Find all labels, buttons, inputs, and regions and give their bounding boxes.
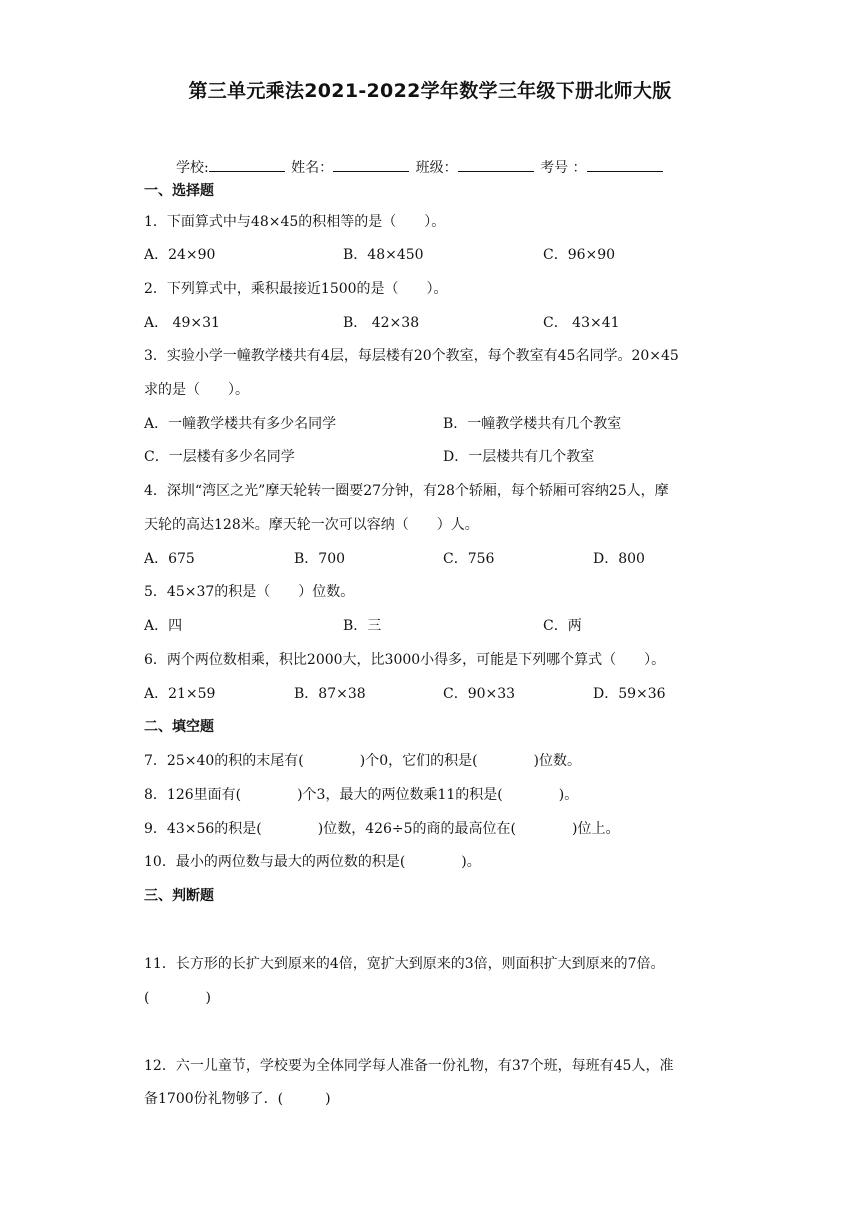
q2-option-b: B． 42×38	[343, 315, 420, 331]
q3-option-b: B．一幢教学楼共有几个教室	[443, 416, 622, 432]
school-blank	[209, 157, 285, 172]
q6-option-d: D．59×36	[593, 686, 666, 702]
class-label: 班级：	[415, 160, 458, 176]
school-label: 学校:	[176, 160, 209, 176]
student-info-line	[176, 157, 665, 177]
q1-option-a: A．24×90	[144, 247, 216, 263]
q2-option-a: A． 49×31	[144, 315, 220, 331]
q3-option-a: A．一幢教学楼共有多少名同学	[144, 416, 337, 432]
name-label: 姓名：	[291, 160, 334, 176]
q5-option-b: B．三	[343, 618, 382, 634]
question-6: 6．两个两位数相乘，积比2000大，比3000小得多，可能是下列哪个算式（ ）。	[144, 652, 666, 668]
q4-option-b: B．700	[294, 551, 346, 567]
q4-option-d: D．800	[593, 551, 645, 567]
q5-option-c: C．两	[543, 618, 582, 634]
question-4-line-2: 天轮的高达128米。摩天轮一次可以容纳（ ）人。	[144, 517, 479, 533]
question-2: 2．下列算式中，乘积最接近1500的是（ ）。	[144, 281, 448, 297]
section-heading-true-false: 三、判断题	[144, 888, 214, 904]
q1-option-b: B．48×450	[343, 247, 424, 263]
question-11-line-1: 11．长方形的长扩大到原来的4倍，宽扩大到原来的3倍，则面积扩大到原来的7倍。	[144, 956, 665, 972]
class-blank	[458, 157, 534, 172]
question-4-line-1: 4．深圳“湾区之光”摩天轮转一圈要27分钟，有28个轿厢，每个轿厢可容纳25人，摩	[144, 483, 669, 499]
name-blank	[333, 157, 409, 172]
exam-no-label: 考号 ：	[540, 160, 587, 176]
q1-option-c: C．96×90	[543, 247, 616, 263]
q3-option-c: C．一层楼有多少名同学	[144, 449, 295, 465]
q5-option-a: A．四	[144, 618, 183, 634]
q4-option-c: C．756	[443, 551, 495, 567]
q4-option-a: A．675	[144, 551, 195, 567]
question-12-line-1: 12．六一儿童节，学校要为全体同学每人准备一份礼物，有37个班，每班有45人，准	[144, 1058, 674, 1074]
section-heading-fill-blank: 二、填空题	[144, 719, 214, 735]
question-12-line-2: 备1700份礼物够了．( )	[144, 1091, 331, 1107]
q3-option-d: D．一层楼共有几个教室	[443, 449, 595, 465]
question-9: 9．43×56的积是( )位数，426÷5的商的最高位在( )位上。	[144, 821, 620, 837]
question-1: 1．下面算式中与48×45的积相等的是（ ）。	[144, 214, 446, 230]
question-5: 5．45×37的积是（ ）位数。	[144, 584, 355, 600]
q6-option-b: B．87×38	[294, 686, 366, 702]
question-10: 10．最小的两位数与最大的两位数的积是( )。	[144, 854, 481, 870]
q6-option-a: A．21×59	[144, 686, 216, 702]
question-3-line-1: 3．实验小学一幢教学楼共有4层，每层楼有20个教室，每个教室有45名同学。20×45	[144, 348, 679, 364]
q6-option-c: C．90×33	[443, 686, 516, 702]
exam-no-blank	[587, 157, 663, 172]
question-3-line-2: 求的是（ ）。	[144, 382, 249, 398]
page-title: 第三单元乘法2021-2022学年数学三年级下册北师大版	[188, 80, 672, 102]
question-7: 7．25×40的积的末尾有( )个0，它们的积是( )位数。	[144, 753, 582, 769]
section-heading-choice: 一、选择题	[144, 183, 214, 199]
question-11-line-2: ( )	[144, 990, 211, 1006]
question-8: 8．126里面有( )个3，最大的两位数乘11的积是( )。	[144, 787, 579, 803]
q2-option-c: C． 43×41	[543, 315, 620, 331]
